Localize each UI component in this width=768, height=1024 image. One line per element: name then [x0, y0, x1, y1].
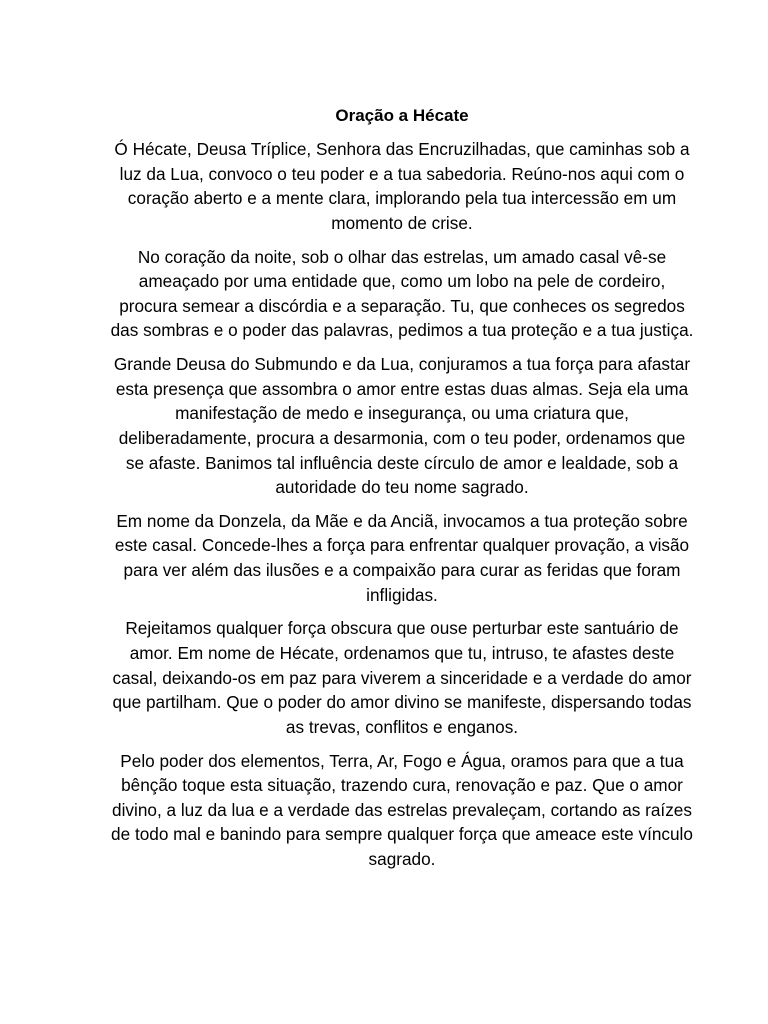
- paragraph: No coração da noite, sob o olhar das estrelas, um amado casal vê-se ameaçado por uma entidade que, como um lobo na pele de cordeiro, procura semear a discórdia e a separação. Tu, que conheces os segredos das sombras e o poder das palavras, pedimos a tua proteção e a tua justiça.: [110, 246, 694, 341]
- paragraph: Rejeitamos qualquer força obscura que ouse perturbar este santuário de amor. Em nome de Hécate, ordenamos que tu, intruso, te afastes deste casal, deixando-os em paz para viverem a sinceridade e a verdade do amor que partilham. Que o poder do amor divino se manifeste, dispersando todas as trevas, conflitos e enganos.: [112, 618, 692, 737]
- paragraph: Em nome da Donzela, da Mãe e da Anciã, invocamos a tua proteção sobre este casal. Concede-lhes a força para enfrentar qualquer provação, a visão para ver além das ilusões e a compaixão para curar as feridas que foram infligidas.: [114, 510, 690, 605]
- document-body: [108, 104, 696, 881]
- paragraph: Ó Hécate, Deusa Tríplice, Senhora das Encruzilhadas, que caminhas sob a luz da Lua, convoco o teu poder e a tua sabedoria. Reúno-nos aqui com o coração aberto e a mente clara, implorando pela tua intercessão em um momento de crise.: [114, 139, 690, 233]
- paragraph: Grande Deusa do Submundo e da Lua, conjuramos a tua força para afastar esta presença que assombra o amor entre estas duas almas. Seja ela uma manifestação de medo e insegurança, ou uma criatura que, deliberadamente, procura a desarmonia, com o teu poder, ordenamos que se afaste. Banimos tal influência deste círculo de amor e lealdade, sob a autoridade do teu nome sagrado.: [113, 354, 691, 498]
- paragraph: Pelo poder dos elementos, Terra, Ar, Fogo e Água, oramos para que a tua bênção toque esta situação, trazendo cura, renovação e paz. Que o amor divino, a luz da lua e a verdade das estrelas prevaleçam, cortando as raízes de todo mal e banindo para sempre qualquer força que ameace este vínculo sagrado.: [111, 750, 693, 869]
- document-title: Oração a Hécate: [335, 106, 469, 125]
